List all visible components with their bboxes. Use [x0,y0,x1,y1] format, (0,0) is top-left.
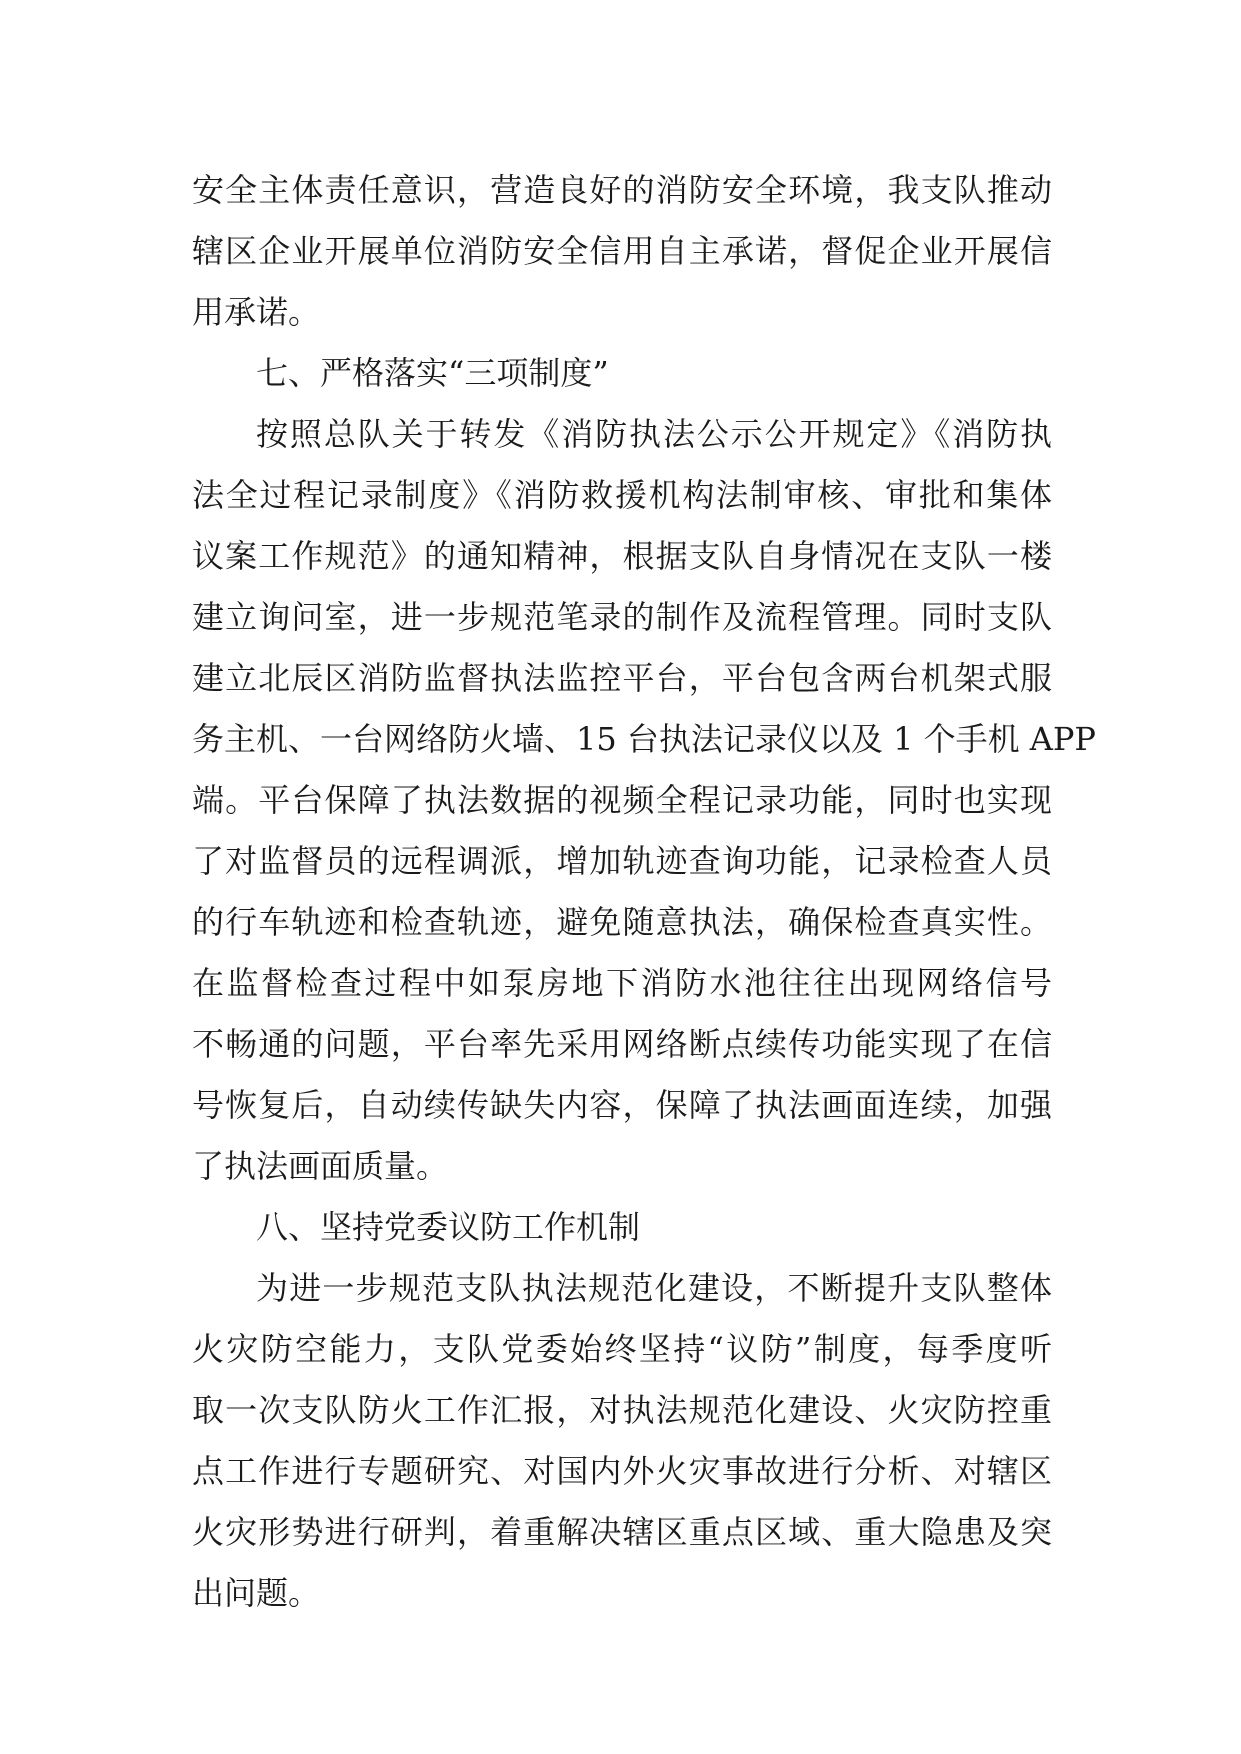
text-line: 的行车轨迹和检查轨迹，避免随意执法，确保检查真实性。 [192,903,1052,941]
text-line: 建立北辰区消防监督执法监控平台，平台包含两台机架式服 [192,659,1052,697]
section-heading-seven: 七、严格落实“三项制度” [256,354,609,392]
text-line: 按照总队关于转发《消防执法公示公开规定》《消防执 [256,415,1052,453]
text-line: 用承诺。 [192,293,321,331]
text-line: 取一次支队防火工作汇报，对执法规范化建设、火灾防控重 [192,1391,1052,1429]
text-line: 了对监督员的远程调派，增加轨迹查询功能，记录检查人员 [192,842,1052,880]
text-line: 火灾防空能力，支队党委始终坚持“议防”制度，每季度听 [192,1330,1052,1368]
text-line: 端。平台保障了执法数据的视频全程记录功能，同时也实现 [192,781,1052,819]
text-line: 法全过程记录制度》《消防救援机构法制审核、审批和集体 [192,476,1052,514]
text-line: 为进一步规范支队执法规范化建设，不断提升支队整体 [256,1269,1052,1307]
text-line: 在监督检查过程中如泵房地下消防水池往往出现网络信号 [192,964,1052,1002]
text-line: 火灾形势进行研判，着重解决辖区重点区域、重大隐患及突 [192,1513,1052,1551]
text-line: 了执法画面质量。 [192,1147,449,1185]
text-line: 出问题。 [192,1574,321,1612]
text-line: 号恢复后，自动续传缺失内容，保障了执法画面连续，加强 [192,1086,1052,1124]
text-line: 辖区企业开展单位消防安全信用自主承诺，督促企业开展信 [192,232,1052,270]
text-line: 议案工作规范》的通知精神，根据支队自身情况在支队一楼 [192,537,1052,575]
text-line: 不畅通的问题，平台率先采用网络断点续传功能实现了在信 [192,1025,1052,1063]
text-line: 建立询问室，进一步规范笔录的制作及流程管理。同时支队 [192,598,1052,636]
text-line: 点工作进行专题研究、对国内外火灾事故进行分析、对辖区 [192,1452,1052,1490]
text-line: 安全主体责任意识，营造良好的消防安全环境，我支队推动 [192,171,1052,209]
document-body [192,160,1096,1624]
text-line: 务主机、一台网络防火墙、15 台执法记录仪以及 1 个手机 APP [192,720,1096,758]
section-heading-eight: 八、坚持党委议防工作机制 [256,1208,641,1246]
